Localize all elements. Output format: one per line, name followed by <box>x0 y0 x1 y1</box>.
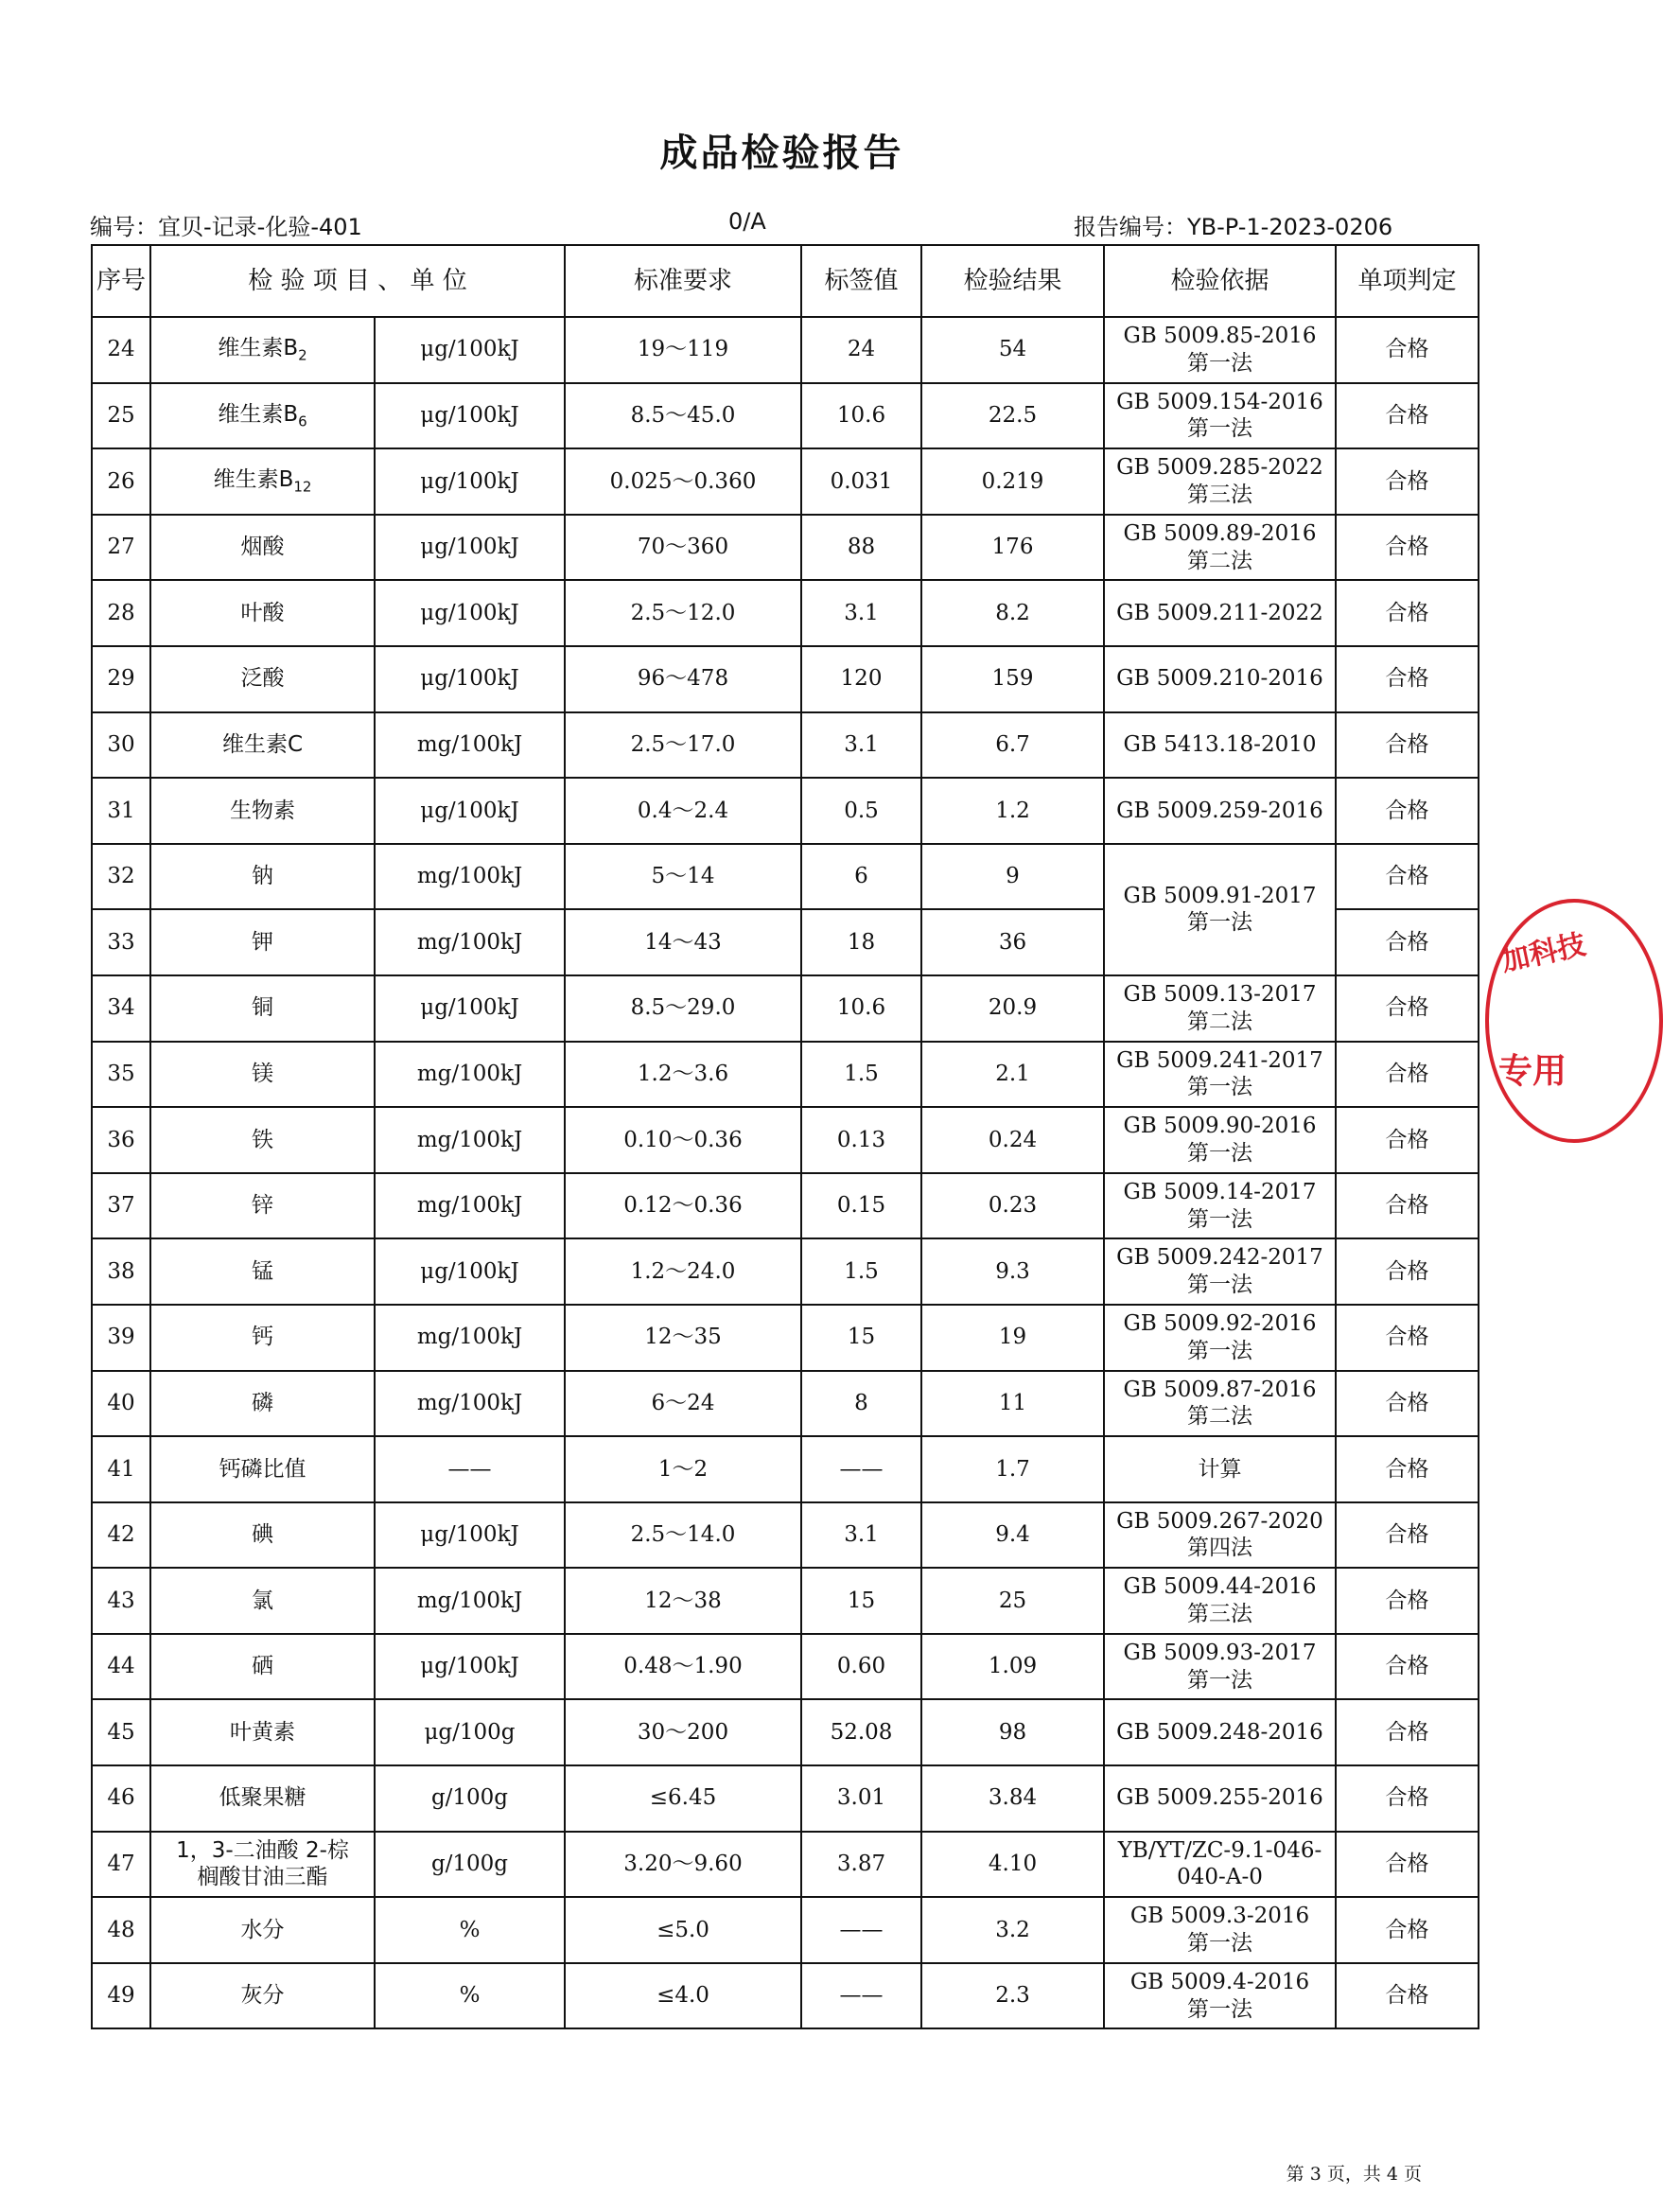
col-header-standard: 标准要求 <box>565 245 801 317</box>
item-name-text: 灰分 <box>240 1983 285 2009</box>
standard-requirement: 2.5～12.0 <box>565 580 801 646</box>
test-result: 9.4 <box>921 1502 1104 1569</box>
table-row <box>92 1502 1479 1569</box>
label-value: 10.6 <box>801 383 921 449</box>
table-row <box>92 1832 1479 1898</box>
verdict: 合格 <box>1336 909 1479 975</box>
verdict: 合格 <box>1336 383 1479 449</box>
verdict: 合格 <box>1336 778 1479 844</box>
table-row <box>92 580 1479 646</box>
item-name <box>150 317 375 383</box>
item-name-text: 钾 <box>252 929 273 955</box>
verdict: 合格 <box>1336 646 1479 712</box>
verdict: 合格 <box>1336 1765 1479 1832</box>
test-result: 3.2 <box>921 1897 1104 1963</box>
label-value: 15 <box>801 1568 921 1634</box>
label-value: 0.15 <box>801 1173 921 1239</box>
row-number: 41 <box>92 1436 150 1502</box>
verdict: 合格 <box>1336 1568 1479 1634</box>
col-header-verdict: 单项判定 <box>1336 245 1479 317</box>
test-basis: GB 5413.18-2010 <box>1104 712 1336 779</box>
verdict: 合格 <box>1336 1832 1479 1898</box>
label-value: 6 <box>801 844 921 910</box>
test-basis: GB 5009.44-2016 第三法 <box>1104 1568 1336 1634</box>
item-name <box>150 1107 375 1173</box>
label-value: 3.01 <box>801 1765 921 1832</box>
item-unit: mg/100kJ <box>375 1568 565 1634</box>
item-name-text: 锌 <box>252 1193 273 1219</box>
verdict: 合格 <box>1336 515 1479 581</box>
label-value: 0.5 <box>801 778 921 844</box>
label-value: 1.5 <box>801 1042 921 1108</box>
test-basis: GB 5009.242-2017 第一法 <box>1104 1238 1336 1305</box>
table-row <box>92 1897 1479 1963</box>
record-code: 编号：宜贝-记录-化验-401 <box>90 214 362 240</box>
test-basis: GB 5009.87-2016 第二法 <box>1104 1371 1336 1437</box>
table-row <box>92 1371 1479 1437</box>
label-value: 52.08 <box>801 1699 921 1765</box>
standard-requirement: 8.5～45.0 <box>565 383 801 449</box>
test-basis: GB 5009.92-2016 第一法 <box>1104 1305 1336 1371</box>
item-subscript: 6 <box>298 413 307 430</box>
row-number: 30 <box>92 712 150 779</box>
test-result: 4.10 <box>921 1832 1104 1898</box>
label-value: 120 <box>801 646 921 712</box>
standard-requirement: ≤5.0 <box>565 1897 801 1963</box>
test-basis: GB 5009.13-2017 第二法 <box>1104 975 1336 1042</box>
verdict: 合格 <box>1336 317 1479 383</box>
table-row <box>92 317 1479 383</box>
item-name-text: 钠 <box>252 864 273 889</box>
item-name-text: 碘 <box>252 1522 273 1548</box>
test-result: 6.7 <box>921 712 1104 779</box>
verdict: 合格 <box>1336 1502 1479 1569</box>
standard-requirement: 0.4～2.4 <box>565 778 801 844</box>
test-basis: GB 5009.90-2016 第一法 <box>1104 1107 1336 1173</box>
verdict: 合格 <box>1336 1699 1479 1765</box>
verdict: 合格 <box>1336 1963 1479 2029</box>
seal-text-top: 加科技 <box>1498 927 1589 978</box>
item-unit: mg/100kJ <box>375 712 565 779</box>
table-row <box>92 448 1479 515</box>
verdict: 合格 <box>1336 1238 1479 1305</box>
item-unit: μg/100kJ <box>375 975 565 1042</box>
red-seal-stamp <box>1485 899 1663 1143</box>
item-unit: mg/100kJ <box>375 1371 565 1437</box>
standard-requirement: 96～478 <box>565 646 801 712</box>
item-name <box>150 1699 375 1765</box>
test-result: 0.219 <box>921 448 1104 515</box>
test-result: 1.09 <box>921 1634 1104 1700</box>
item-name <box>150 1568 375 1634</box>
item-name <box>150 1765 375 1832</box>
verdict: 合格 <box>1336 975 1479 1042</box>
standard-requirement: 5～14 <box>565 844 801 910</box>
item-name-text: 磷 <box>252 1390 273 1415</box>
standard-requirement: 1.2～3.6 <box>565 1042 801 1108</box>
standard-requirement: 12～38 <box>565 1568 801 1634</box>
test-basis: GB 5009.267-2020 第四法 <box>1104 1502 1336 1569</box>
item-name-text: 氯 <box>252 1588 273 1613</box>
item-unit: μg/100g <box>375 1699 565 1765</box>
item-unit: μg/100kJ <box>375 1238 565 1305</box>
verdict: 合格 <box>1336 844 1479 910</box>
table-body <box>92 317 1479 2028</box>
col-header-no: 序号 <box>92 245 150 317</box>
item-name-text: 低聚果糖 <box>219 1785 306 1811</box>
item-unit: mg/100kJ <box>375 1042 565 1108</box>
inspection-table <box>91 244 1479 2029</box>
item-name <box>150 1042 375 1108</box>
seal-text-bottom: 专用 <box>1498 1052 1567 1091</box>
item-unit: g/100g <box>375 1765 565 1832</box>
test-basis: GB 5009.210-2016 <box>1104 646 1336 712</box>
test-result: 1.7 <box>921 1436 1104 1502</box>
item-name-text: 1，3-二油酸 2-棕 榈酸甘油三酯 <box>176 1837 349 1890</box>
test-basis: GB 5009.241-2017 第一法 <box>1104 1042 1336 1108</box>
table-row <box>92 712 1479 779</box>
item-name <box>150 1173 375 1239</box>
item-name <box>150 1305 375 1371</box>
item-subscript: 2 <box>298 346 307 364</box>
standard-requirement: 70～360 <box>565 515 801 581</box>
test-result: 36 <box>921 909 1104 975</box>
test-result: 9 <box>921 844 1104 910</box>
row-number: 47 <box>92 1832 150 1898</box>
item-name <box>150 1634 375 1700</box>
col-header-item: 检 验 项 目 、 单 位 <box>150 245 565 317</box>
verdict: 合格 <box>1336 1634 1479 1700</box>
standard-requirement: 6～24 <box>565 1371 801 1437</box>
table-row <box>92 1699 1479 1765</box>
item-unit: —— <box>375 1436 565 1502</box>
item-unit: μg/100kJ <box>375 317 565 383</box>
test-basis: GB 5009.85-2016 第一法 <box>1104 317 1336 383</box>
item-name <box>150 580 375 646</box>
item-name-text: 铜 <box>252 995 273 1021</box>
item-name-text: 水分 <box>240 1917 285 1942</box>
item-name <box>150 383 375 449</box>
item-unit: μg/100kJ <box>375 1634 565 1700</box>
test-basis: 计算 <box>1104 1436 1336 1502</box>
test-result: 9.3 <box>921 1238 1104 1305</box>
label-value: 1.5 <box>801 1238 921 1305</box>
item-subscript: 12 <box>293 478 312 496</box>
item-unit: % <box>375 1963 565 2029</box>
table-row <box>92 1238 1479 1305</box>
table-row <box>92 1568 1479 1634</box>
row-number: 42 <box>92 1502 150 1569</box>
table-row <box>92 383 1479 449</box>
row-number: 44 <box>92 1634 150 1700</box>
standard-requirement: 0.12～0.36 <box>565 1173 801 1239</box>
item-unit: mg/100kJ <box>375 1107 565 1173</box>
test-basis: GB 5009.255-2016 <box>1104 1765 1336 1832</box>
item-name <box>150 1832 375 1898</box>
item-name-text: 叶黄素 <box>230 1719 295 1745</box>
row-number: 32 <box>92 844 150 910</box>
verdict: 合格 <box>1336 1371 1479 1437</box>
row-number: 25 <box>92 383 150 449</box>
test-basis: GB 5009.14-2017 第一法 <box>1104 1173 1336 1239</box>
item-name <box>150 1371 375 1437</box>
col-header-label-value: 标签值 <box>801 245 921 317</box>
col-header-basis: 检验依据 <box>1104 245 1336 317</box>
test-basis: GB 5009.285-2022 第三法 <box>1104 448 1336 515</box>
item-name <box>150 975 375 1042</box>
verdict: 合格 <box>1336 1897 1479 1963</box>
row-number: 35 <box>92 1042 150 1108</box>
item-name-text: 维生素B <box>218 336 299 361</box>
item-unit: μg/100kJ <box>375 580 565 646</box>
label-value: 3.1 <box>801 1502 921 1569</box>
test-basis: GB 5009.4-2016 第一法 <box>1104 1963 1336 2029</box>
table-row <box>92 1173 1479 1239</box>
row-number: 24 <box>92 317 150 383</box>
test-basis: YB/YT/ZC-9.1-046- 040-A-0 <box>1104 1832 1336 1898</box>
verdict: 合格 <box>1336 1042 1479 1108</box>
label-value: 0.60 <box>801 1634 921 1700</box>
item-unit: % <box>375 1897 565 1963</box>
verdict: 合格 <box>1336 1173 1479 1239</box>
test-result: 98 <box>921 1699 1104 1765</box>
test-basis: GB 5009.248-2016 <box>1104 1699 1336 1765</box>
verdict: 合格 <box>1336 1107 1479 1173</box>
item-name <box>150 712 375 779</box>
standard-requirement: 2.5～17.0 <box>565 712 801 779</box>
table-row <box>92 646 1479 712</box>
item-name-text: 维生素C <box>221 731 304 757</box>
row-number: 33 <box>92 909 150 975</box>
table-header-row <box>92 245 1479 317</box>
row-number: 39 <box>92 1305 150 1371</box>
standard-requirement: 30～200 <box>565 1699 801 1765</box>
table-row <box>92 1305 1479 1371</box>
test-result: 2.3 <box>921 1963 1104 2029</box>
label-value: —— <box>801 1897 921 1963</box>
test-basis: GB 5009.93-2017 第一法 <box>1104 1634 1336 1700</box>
label-value: 3.87 <box>801 1832 921 1898</box>
row-number: 43 <box>92 1568 150 1634</box>
row-number: 31 <box>92 778 150 844</box>
row-number: 49 <box>92 1963 150 2029</box>
item-name <box>150 1897 375 1963</box>
table-row <box>92 1107 1479 1173</box>
item-name <box>150 448 375 515</box>
item-name-text: 生物素 <box>230 798 295 823</box>
test-result: 176 <box>921 515 1104 581</box>
row-number: 29 <box>92 646 150 712</box>
row-number: 26 <box>92 448 150 515</box>
item-name-text: 钙磷比值 <box>219 1456 306 1482</box>
row-number: 48 <box>92 1897 150 1963</box>
item-unit: mg/100kJ <box>375 1305 565 1371</box>
item-name-text: 镁 <box>252 1061 273 1086</box>
item-name <box>150 515 375 581</box>
test-basis: GB 5009.89-2016 第二法 <box>1104 515 1336 581</box>
verdict: 合格 <box>1336 1436 1479 1502</box>
verdict: 合格 <box>1336 1305 1479 1371</box>
label-value: 88 <box>801 515 921 581</box>
test-result: 1.2 <box>921 778 1104 844</box>
row-number: 34 <box>92 975 150 1042</box>
test-result: 19 <box>921 1305 1104 1371</box>
verdict: 合格 <box>1336 448 1479 515</box>
table-row <box>92 515 1479 581</box>
test-basis: GB 5009.3-2016 第一法 <box>1104 1897 1336 1963</box>
test-basis: GB 5009.154-2016 第一法 <box>1104 383 1336 449</box>
table-row <box>92 778 1479 844</box>
standard-requirement: 12～35 <box>565 1305 801 1371</box>
row-number: 45 <box>92 1699 150 1765</box>
item-unit: mg/100kJ <box>375 909 565 975</box>
test-result: 0.23 <box>921 1173 1104 1239</box>
item-name-text: 铁 <box>252 1127 273 1152</box>
label-value: 3.1 <box>801 580 921 646</box>
item-unit: μg/100kJ <box>375 1502 565 1569</box>
item-unit: mg/100kJ <box>375 1173 565 1239</box>
item-name <box>150 844 375 910</box>
standard-requirement: 2.5～14.0 <box>565 1502 801 1569</box>
item-name-text: 烟酸 <box>240 535 285 560</box>
item-name-text: 泛酸 <box>240 666 285 692</box>
table-row <box>92 1963 1479 2029</box>
test-result: 22.5 <box>921 383 1104 449</box>
table-row <box>92 1765 1479 1832</box>
item-name-text: 维生素B <box>213 467 294 493</box>
item-unit: μg/100kJ <box>375 646 565 712</box>
item-name-text: 维生素B <box>218 401 299 427</box>
row-number: 37 <box>92 1173 150 1239</box>
item-name <box>150 778 375 844</box>
standard-requirement: 0.10～0.36 <box>565 1107 801 1173</box>
standard-requirement: 19～119 <box>565 317 801 383</box>
label-value: 0.13 <box>801 1107 921 1173</box>
standard-requirement: 14～43 <box>565 909 801 975</box>
test-result: 3.84 <box>921 1765 1104 1832</box>
label-value: 10.6 <box>801 975 921 1042</box>
standard-requirement: 8.5～29.0 <box>565 975 801 1042</box>
table-row <box>92 975 1479 1042</box>
item-unit: μg/100kJ <box>375 515 565 581</box>
table-row <box>92 1634 1479 1700</box>
verdict: 合格 <box>1336 712 1479 779</box>
item-name-text: 锰 <box>252 1258 273 1284</box>
row-number: 28 <box>92 580 150 646</box>
label-value: 3.1 <box>801 712 921 779</box>
test-result: 8.2 <box>921 580 1104 646</box>
label-value: —— <box>801 1436 921 1502</box>
table-row <box>92 1042 1479 1108</box>
standard-requirement: 0.025～0.360 <box>565 448 801 515</box>
label-value: 8 <box>801 1371 921 1437</box>
item-unit: μg/100kJ <box>375 778 565 844</box>
report-number: 报告编号：YB-P-1-2023-0206 <box>1074 214 1393 240</box>
item-name-text: 硒 <box>252 1654 273 1679</box>
item-name <box>150 1238 375 1305</box>
test-result: 11 <box>921 1371 1104 1437</box>
test-result: 20.9 <box>921 975 1104 1042</box>
row-number: 46 <box>92 1765 150 1832</box>
row-number: 27 <box>92 515 150 581</box>
standard-requirement: 3.20～9.60 <box>565 1832 801 1898</box>
label-value: —— <box>801 1963 921 2029</box>
table-row <box>92 844 1479 910</box>
item-unit: μg/100kJ <box>375 383 565 449</box>
test-basis: GB 5009.91-2017 第一法 <box>1104 844 1336 975</box>
test-result: 2.1 <box>921 1042 1104 1108</box>
test-result: 0.24 <box>921 1107 1104 1173</box>
item-name <box>150 1963 375 2029</box>
row-number: 38 <box>92 1238 150 1305</box>
row-number: 40 <box>92 1371 150 1437</box>
item-name <box>150 1502 375 1569</box>
item-name <box>150 646 375 712</box>
report-title: 成品检验报告 <box>659 132 904 175</box>
label-value: 18 <box>801 909 921 975</box>
label-value: 24 <box>801 317 921 383</box>
table-row <box>92 1436 1479 1502</box>
item-unit: mg/100kJ <box>375 844 565 910</box>
item-unit: g/100g <box>375 1832 565 1898</box>
standard-requirement: 1.2～24.0 <box>565 1238 801 1305</box>
item-name <box>150 909 375 975</box>
test-result: 25 <box>921 1568 1104 1634</box>
test-basis: GB 5009.211-2022 <box>1104 580 1336 646</box>
test-basis: GB 5009.259-2016 <box>1104 778 1336 844</box>
page-footer: 第 3 页，共 4 页 <box>1286 2164 1422 2185</box>
label-value: 15 <box>801 1305 921 1371</box>
standard-requirement: ≤4.0 <box>565 1963 801 2029</box>
standard-requirement: 1～2 <box>565 1436 801 1502</box>
test-result: 159 <box>921 646 1104 712</box>
item-unit: μg/100kJ <box>375 448 565 515</box>
standard-requirement: 0.48～1.90 <box>565 1634 801 1700</box>
standard-requirement: ≤6.45 <box>565 1765 801 1832</box>
test-result: 54 <box>921 317 1104 383</box>
item-name-text: 钙 <box>252 1325 273 1350</box>
item-name <box>150 1436 375 1502</box>
row-number: 36 <box>92 1107 150 1173</box>
label-value: 0.031 <box>801 448 921 515</box>
verdict: 合格 <box>1336 580 1479 646</box>
col-header-result: 检验结果 <box>921 245 1104 317</box>
version-label: 0/A <box>728 208 766 235</box>
item-name-text: 叶酸 <box>240 600 285 625</box>
